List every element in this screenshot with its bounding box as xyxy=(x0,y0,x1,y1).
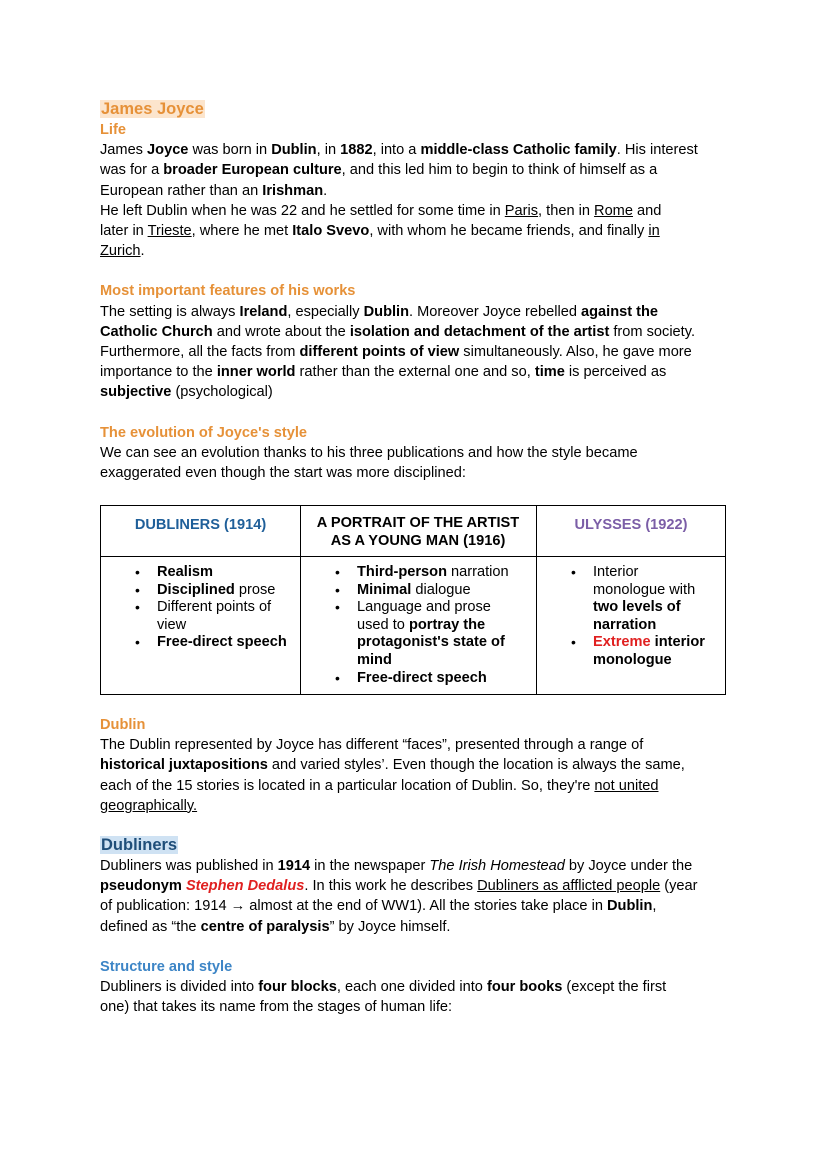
text-line: historical juxtapositions and varied styles’. Even though the location is always the same, xyxy=(100,757,685,774)
text-line: one) that takes its name from the stages of human life: xyxy=(100,999,453,1016)
text-line: geographically. xyxy=(100,797,198,814)
bullet-item: • Third-person narration xyxy=(332,564,536,582)
bullet-item: • Interior monologue with two levels of narration xyxy=(568,564,726,634)
bullet-item: • Language and prose used to portray the protagonist's state of mind xyxy=(332,599,536,669)
life-paragraph xyxy=(100,140,740,261)
text-line: of publication: 1914 → almost at the end of WW1). All the stories take place in Dublin, xyxy=(100,898,657,915)
text-line: later in Trieste, where he met Italo Svevo, with whom he became friends, and finally in xyxy=(100,223,660,240)
table-header-ulysses: ULYSSES (1922) xyxy=(574,517,688,533)
table-header-portrait: A PORTRAIT OF THE ARTIST AS A YOUNG MAN (1916) xyxy=(316,515,520,549)
style-comparison-table xyxy=(100,505,726,695)
section-heading-life: Life xyxy=(100,122,126,138)
table-header-dubliners: DUBLINERS (1914) xyxy=(134,517,267,533)
document-title: James Joyce xyxy=(101,100,204,118)
text-line: Dubliners is divided into four blocks, each one divided into four books (except the first xyxy=(100,979,667,996)
text-line: The setting is always Ireland, especially Dublin. Moreover Joyce rebelled against the xyxy=(100,303,659,320)
section-heading-dublin: Dublin xyxy=(100,717,146,733)
section-heading-structure: Structure and style xyxy=(100,958,233,975)
text-line: James Joyce was born in Dublin, in 1882, into a middle-class Catholic family. His interest xyxy=(100,142,698,159)
document-page-lower xyxy=(100,715,740,1017)
text-line: Dubliners was published in 1914 in the newspaper The Irish Homestead by Joyce under the xyxy=(100,858,693,875)
dublin-paragraph xyxy=(100,735,740,816)
bullet-item: • Minimal dialogue xyxy=(332,582,536,600)
bullet-item: • Disciplined prose xyxy=(132,582,300,600)
structure-paragraph xyxy=(100,977,740,1017)
text-line: The Dublin represented by Joyce has different “faces”, presented through a range of xyxy=(100,737,644,754)
features-paragraph xyxy=(100,302,740,403)
section-heading-dubliners: Dubliners xyxy=(101,836,178,855)
bullet-item: • Realism xyxy=(132,564,300,582)
text-line: pseudonym Stephen Dedalus. In this work he describes Dubliners as afflicted people (year xyxy=(100,878,698,895)
text-line: importance to the inner world rather than the external one and so, time is perceived as xyxy=(100,364,667,381)
text-line: He left Dublin when he was 22 and he settled for some time in Paris, then in Rome and xyxy=(100,202,662,219)
text-line: Furthermore, all the facts from different points of view simultaneously. Also, he gave more xyxy=(100,344,692,361)
section-heading-evolution: The evolution of Joyce's style xyxy=(100,424,308,441)
table-cell-portrait xyxy=(332,564,536,687)
text-line: subjective (psychological) xyxy=(100,384,273,401)
text-line: exaggerated even though the start was more disciplined: xyxy=(100,465,466,482)
text-line: defined as “the centre of paralysis” by Joyce himself. xyxy=(100,918,451,935)
document-page xyxy=(100,99,740,483)
bullet-item: • Extreme interior monologue xyxy=(568,634,726,669)
text-line: Zurich. xyxy=(100,243,145,260)
evolution-paragraph xyxy=(100,443,740,483)
text-line: We can see an evolution thanks to his three publications and how the style became xyxy=(100,444,638,461)
text-line: each of the 15 stories is located in a particular location of Dublin. So, they're not united xyxy=(100,777,659,794)
table-cell-dubliners xyxy=(132,564,300,652)
dubliners-paragraph xyxy=(100,856,740,937)
bullet-item: • Different points of view xyxy=(132,599,300,634)
text-line: was for a broader European culture, and this led him to begin to think of himself as a xyxy=(100,162,658,179)
section-heading-features: Most important features of his works xyxy=(100,283,356,300)
table-cell-ulysses xyxy=(568,564,726,670)
text-line: Catholic Church and wrote about the isolation and detachment of the artist from society. xyxy=(100,323,696,340)
text-line: European rather than an Irishman. xyxy=(100,182,328,199)
bullet-item: • Free-direct speech xyxy=(132,634,300,652)
bullet-item: • Free-direct speech xyxy=(332,670,536,688)
